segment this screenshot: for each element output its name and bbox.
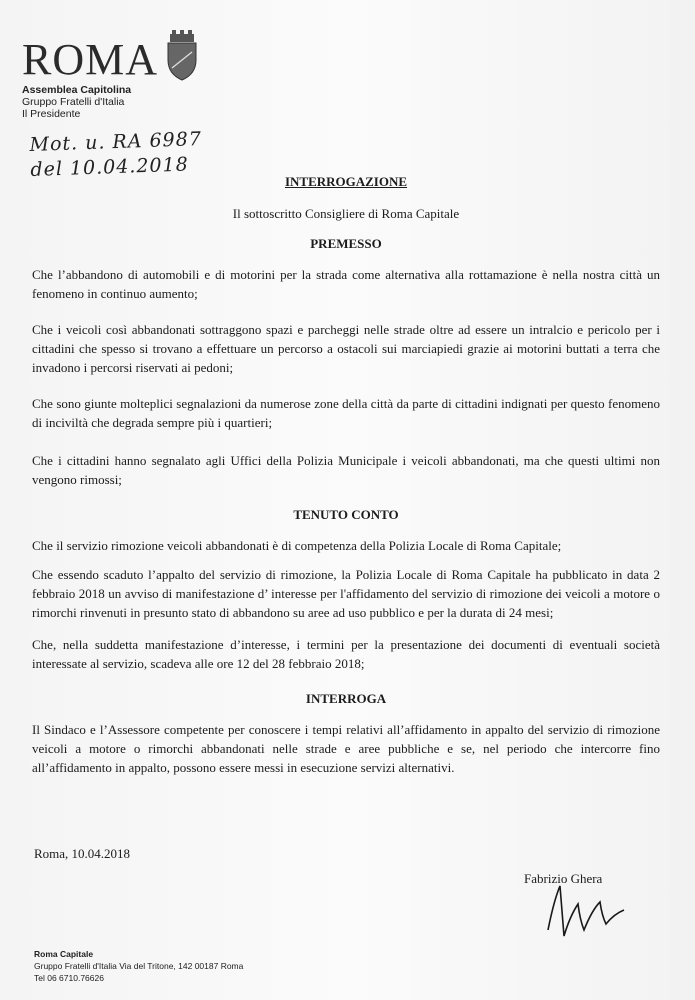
place-and-date: Roma, 10.04.2018 xyxy=(34,846,131,861)
footer xyxy=(34,948,243,984)
letterhead xyxy=(22,30,200,120)
protocol-number: Mot. u. RA 6987 xyxy=(29,128,203,157)
paragraph: Che i cittadini hanno segnalato agli Uffici della Polizia Municipale i veicoli abbandonati, ma che questi ultimi non vengono rimossi; xyxy=(32,453,660,487)
signatory-name: Fabrizio Ghera xyxy=(524,871,603,886)
org-line: Il Presidente xyxy=(22,108,81,120)
paragraph: Che essendo scaduto l’appalto del servizio di rimozione, la Polizia Locale di Roma Capitale ha pubblicato in data 2 febbraio 2018 un avviso di manifestazione d’ interesse per l'affidamento del servizio di rimozione dei veicoli a motore o rimorchi rinvenuti in presunto stato di abbandono su aree ad uso pubblico e per la durata di 24 mesi; xyxy=(32,567,660,620)
paragraph: Che i veicoli così abbandonati sottraggono spazi e parcheggi nelle strade oltre ad essere un intralcio e pericolo per i cittadini che spesso si trovano a effettuare un percorso a ostacoli sui marciapiedi grazie ai motorini buttati a terra che invadono i percorsi riservati ai pedoni; xyxy=(32,322,660,375)
org-line: Gruppo Fratelli d'Italia xyxy=(22,96,125,108)
paragraph: Che l’abbandono di automobili e di motorini per la strada come alternativa alla rottamazione è nella nostra città un fenomeno in continuo aumento; xyxy=(32,267,660,301)
document-title: INTERROGAZIONE xyxy=(284,174,408,189)
footer-address: Gruppo Fratelli d'Italia Via del Tritone, 142 00187 Roma xyxy=(34,961,244,971)
spqr-crest-icon xyxy=(164,30,200,82)
city-logotype: ROMA xyxy=(22,35,159,84)
paragraph: Il Sindaco e l’Assessore competente per conoscere i tempi relativi all’affidamento in appalto del servizio di rimozione veicoli a motore o rimorchi abbandonati nelle strade e aree pubbliche e se, nel periodo che intercorre fino all’affidamento in appalto, possono essere messi in esecuzione servizi alternativi. xyxy=(32,722,660,775)
section-heading: PREMESSO xyxy=(310,236,382,251)
section-heading: TENUTO CONTO xyxy=(293,507,399,522)
handwritten-signature xyxy=(540,880,630,940)
paragraph: Che il servizio rimozione veicoli abbandonati è di competenza della Polizia Locale di Roma Capitale; xyxy=(32,538,562,553)
paragraph: Che, nella suddetta manifestazione d’interesse, i termini per la presentazione dei documenti di eventuali società interessate al servizio, scadeva alle ore 12 del 28 febbraio 2018; xyxy=(32,637,660,671)
paragraph: Che sono giunte molteplici segnalazioni da numerose zone della città da parte di cittadini indignati per questo fenomeno di inciviltà che degrada sempre più i quartieri; xyxy=(32,396,660,430)
intro-line: Il sottoscritto Consigliere di Roma Capitale xyxy=(232,206,460,221)
footer-org: Roma Capitale xyxy=(34,949,94,959)
footer-phone: Tel 06 6710.76626 xyxy=(34,973,104,983)
org-line: Assemblea Capitolina xyxy=(22,84,132,96)
document-body xyxy=(32,172,660,777)
organization-block xyxy=(22,84,200,120)
section-heading: INTERROGA xyxy=(305,691,387,706)
protocol-date: del 10.04.2018 xyxy=(30,153,190,181)
